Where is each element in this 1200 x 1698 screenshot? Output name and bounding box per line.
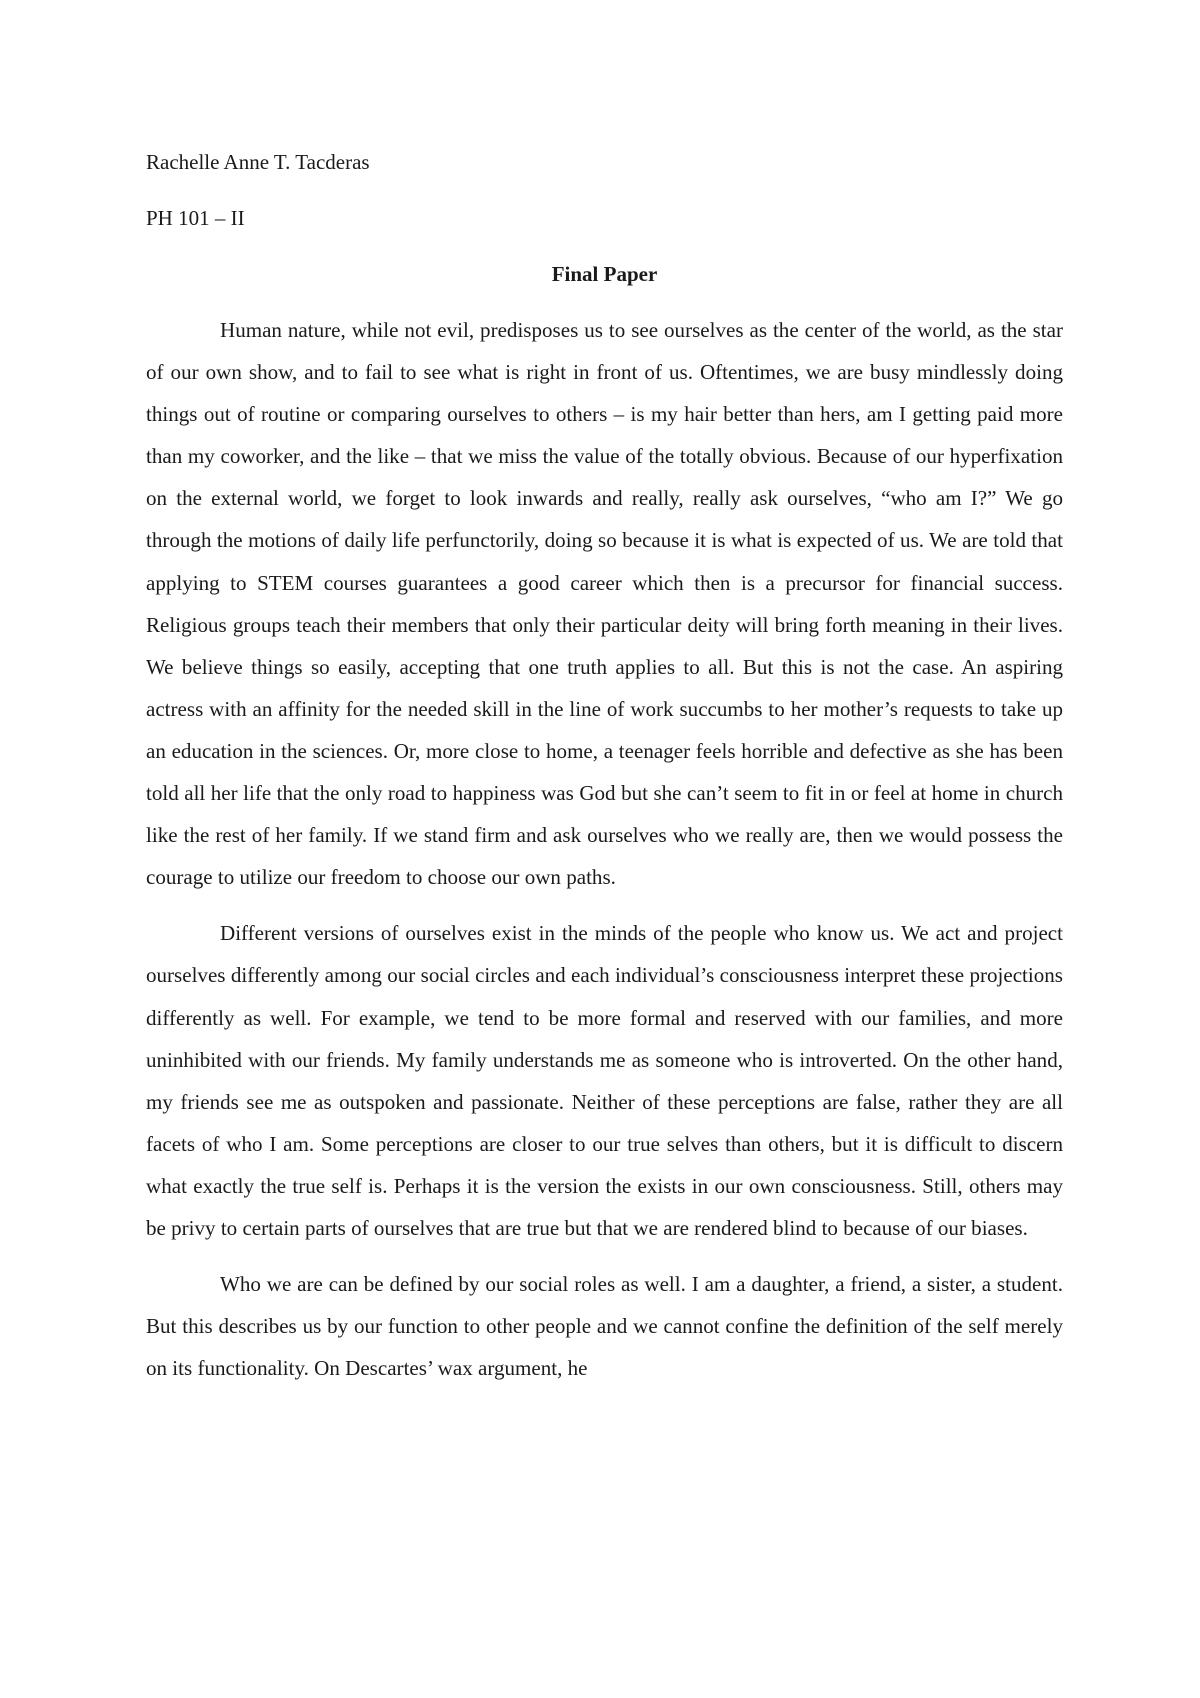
body-paragraph-2: Different versions of ourselves exist in the minds of the people who know us. We act and project ourselves differently among our social circles and each individual’s consciousness interpret these projections differently as well. For example, we tend to be more formal and reserved with our families, and more uninhibited with our friends. My family understands me as someone who is introverted. On the other hand, my friends see me as outspoken and passionate. Neither of these perceptions are false, rather they are all facets of who I am. Some perceptions are closer to our true selves than others, but it is difficult to discern what exactly the true self is. Perhaps it is the version the exists in our own consciousness. Still, others may be privy to certain parts of ourselves that are true but that we are rendered blind to because of our biases. <box>146 921 1063 1240</box>
body-paragraph-3: Who we are can be defined by our social roles as well. I am a daughter, a friend, a sister, a student. But this describes us by our function to other people and we cannot confine the definition of the self merely on its functionality. On Descartes’ wax argument, he <box>146 1272 1063 1381</box>
paper-title: Final Paper <box>551 262 658 286</box>
document-body <box>146 141 1063 1403</box>
author-name: Rachelle Anne T. Tacderas <box>146 150 370 174</box>
body-paragraph-1: Human nature, while not evil, predisposes us to see ourselves as the center of the world, as the star of our own show, and to fail to see what is right in front of us. Oftentimes, we are busy mindlessly doing things out of routine or comparing ourselves to others – is my hair better than hers, am I getting paid more than my coworker, and the like – that we miss the value of the totally obvious. Because of our hyperfixation on the external world, we forget to look inwards and really, really ask ourselves, “who am I?” We go through the motions of daily life perfunctorily, doing so because it is what is expected of us. We are told that applying to STEM courses guarantees a good career which then is a precursor for financial success. Religious groups teach their members that only their particular deity will bring forth meaning in their lives. We believe things so easily, accepting that one truth applies to all. But this is not the case. An aspiring actress with an affinity for the needed skill in the line of work succumbs to her mother’s requests to take up an education in the sciences. Or, more close to home, a teenager feels horrible and defective as she has been told all her life that the only road to happiness was God but she can’t seem to fit in or feel at home in church like the rest of her family. If we stand firm and ask ourselves who we really are, then we would possess the courage to utilize our freedom to choose our own paths. <box>146 318 1063 890</box>
course-code: PH 101 – II <box>146 206 245 230</box>
